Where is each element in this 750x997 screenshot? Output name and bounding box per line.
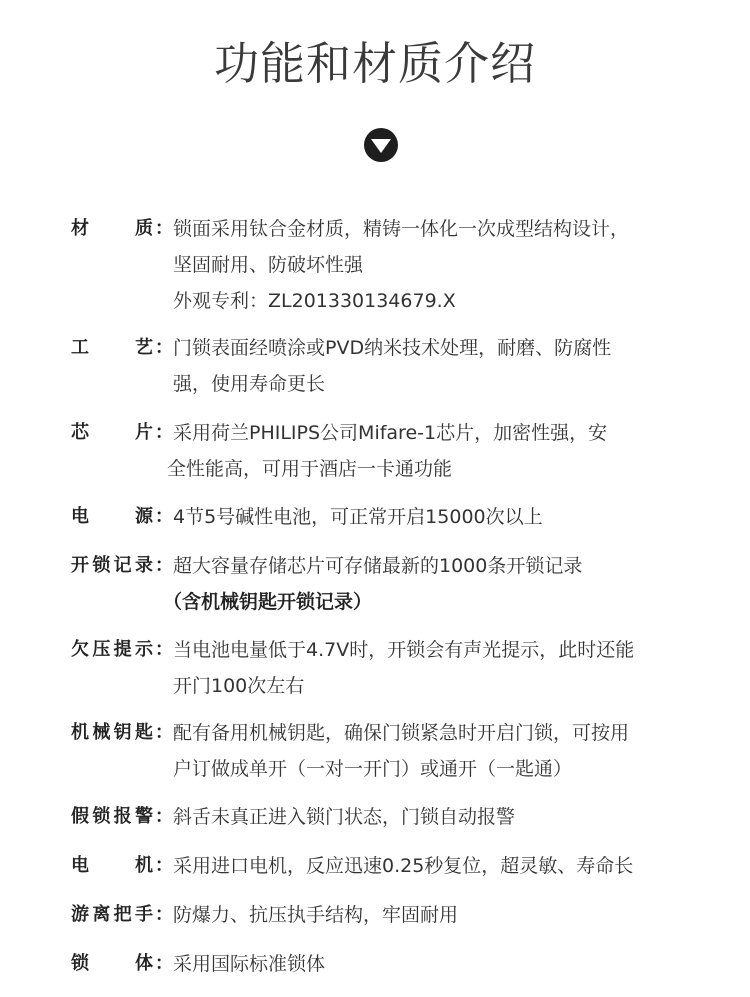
- feature-description: 采用国际标准锁体: [173, 953, 326, 975]
- feature-label: 假 锁 报 警: [71, 806, 153, 827]
- feature-description: 防爆力、抗压执手结构，牢固耐用: [173, 904, 459, 926]
- feature-description: 超大容量存储芯片可存储最新的1000条开锁记录 （含机械钥匙开锁记录）: [163, 555, 583, 613]
- feature-description: 斜舌未真正进入锁门状态，门锁自动报警: [173, 806, 516, 828]
- feature-label: 电 机: [71, 855, 153, 876]
- feature-description: 采用进口电机，反应迅速0.25秒复位，超灵敏、寿命长: [173, 855, 634, 877]
- feature-label: 锁 体: [71, 953, 153, 974]
- page-title: 功能和材质介绍: [213, 37, 536, 90]
- feature-label: 机 械 钥 匙: [71, 722, 153, 743]
- feature-description: 当电池电量低于4.7V时，开锁会有声光提示，此时还能 开门100次左右: [173, 639, 635, 697]
- feature-label: 工 艺: [71, 337, 153, 358]
- feature-label: 开 锁 记 录: [71, 555, 153, 576]
- feature-description: 锁面采用钛合金材质，精铸一体化一次成型结构设计， 坚固耐用、防破坏性强 外观专利：ZL201330134679.X: [173, 218, 630, 312]
- feature-label: 欠 压 提 示: [71, 639, 153, 660]
- feature-label: 材 质: [71, 218, 153, 239]
- feature-description: 配有备用机械钥匙，确保门锁紧急时开启门锁，可按用 户订做成单开（一对一开门）或通开（一匙通）: [173, 722, 630, 780]
- feature-description: 采用荷兰PHILIPS公司Mifare-1芯片，加密性强，安 全性能高，可用于酒店一卡通功能: [167, 422, 608, 480]
- feature-description: 4节5号碱性电池，可正常开启15000次以上: [173, 506, 543, 528]
- feature-description: 门锁表面经喷涂或PVD纳米技术处理，耐磨、防腐性 强，使用寿命更长: [173, 337, 612, 395]
- feature-label: 游 离 把 手: [71, 904, 153, 925]
- feature-label: 芯 片: [71, 422, 153, 443]
- chevron-down-circle-icon: [364, 128, 398, 162]
- feature-label: 电 源: [71, 506, 153, 527]
